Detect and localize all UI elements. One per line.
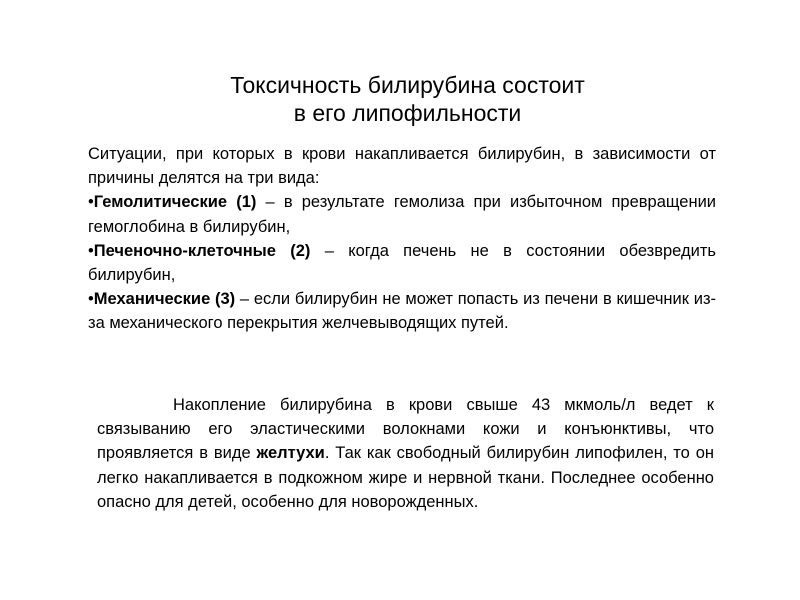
list-item-hepatocellular	[88, 239, 716, 287]
list-item-text: – в результате гемолиза при избыточном превращении гемоглобина в билирубин,	[88, 193, 717, 236]
slide-title-line-2: в его липофильности	[293, 100, 522, 126]
summary-text-part-2: . Так как свободный билирубин липофилен, то он легко накапливается в подкожном жире и нервной ткани. Последнее особенно опасно для детей, особенно для новорожденных.	[97, 444, 714, 511]
bullet: •	[88, 290, 94, 309]
list-item-term: Гемолитические (1)	[93, 193, 257, 212]
summary-text-part-1: Накопление билирубина в крови свыше 43 мкмоль/л ведет к связыванию его эластическими волокнами кожи и конъюнктивы, что проявляется в виде	[97, 396, 714, 463]
situations-intro: Ситуации, при которых в крови накапливается билирубин, в зависимости от причины делятся на три вида:	[88, 145, 716, 188]
summary-paragraph	[97, 393, 714, 514]
list-item-text: – когда печень не в состоянии обезвредить билирубин,	[88, 241, 716, 285]
bullet: •	[88, 193, 94, 212]
list-item-text: – если билирубин не может попасть из печени в кишечник из-за механического перекрытия желчевыводящих путей.	[88, 290, 717, 333]
summary-emphasis-jaundice: желтухи	[256, 444, 325, 463]
slide-title-line-1: Токсичность билирубина состоит	[230, 72, 585, 98]
list-item-mechanical	[88, 287, 716, 335]
bullet: •	[88, 241, 94, 260]
situations-list	[88, 142, 716, 336]
slide-title	[120, 71, 695, 127]
list-item-term: Печеночно-клеточные (2)	[93, 241, 311, 260]
list-item-term: Механические (3)	[93, 290, 236, 309]
list-item-hemolytic	[88, 190, 716, 238]
